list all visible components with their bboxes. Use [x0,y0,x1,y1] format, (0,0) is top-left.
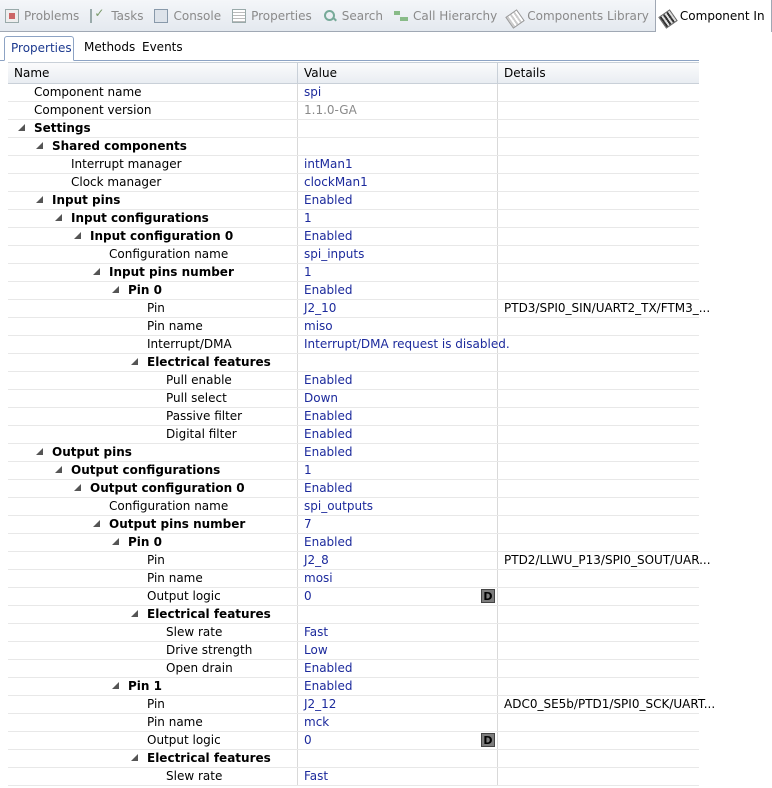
property-details [498,264,699,281]
tab-components-library[interactable]: Components Library [503,0,655,31]
tab-tasks[interactable]: ✓ Tasks [85,0,149,31]
property-name: Pin 0 [128,535,162,549]
table-row[interactable] [8,318,699,336]
property-name: Pin [147,553,165,567]
table-row[interactable] [8,516,699,534]
property-value-text: Down [304,391,339,405]
property-details [498,120,699,137]
property-name: Electrical features [147,355,271,369]
property-value[interactable] [298,102,498,119]
call-hierarchy-icon [394,9,408,23]
property-name: Settings [34,121,91,135]
property-name-cell [8,768,298,785]
property-name-cell [8,732,298,749]
tab-search[interactable]: Search [318,0,389,31]
property-value[interactable] [298,696,498,713]
property-value-text: 1 [304,463,312,477]
property-details [498,174,699,191]
table-row[interactable] [8,642,699,660]
property-details [498,246,699,263]
property-value-text: J2_12 [304,697,337,711]
table-row[interactable] [8,444,699,462]
table-row[interactable] [8,498,699,516]
property-name-cell [8,516,298,533]
property-value[interactable] [298,246,498,263]
property-name: Pin 1 [128,679,162,693]
property-name: Interrupt manager [71,157,182,171]
subtab-properties[interactable]: Properties [4,36,74,61]
property-value-text: spi [304,85,322,99]
property-value[interactable] [298,570,498,587]
property-value[interactable] [298,156,498,173]
table-row[interactable] [8,426,699,444]
property-name: Output logic [147,733,221,747]
property-details [498,156,699,173]
property-value[interactable] [298,372,498,389]
table-row[interactable] [8,660,699,678]
property-value[interactable] [298,480,498,497]
table-header [8,62,699,84]
property-name: Pin name [147,715,203,729]
property-value[interactable] [298,606,498,623]
property-name-cell [8,714,298,731]
property-details [498,588,699,605]
property-name-cell [8,336,298,353]
property-name-cell [8,660,298,677]
components-library-icon [505,9,524,28]
property-value[interactable] [298,408,498,425]
property-name-cell [8,174,298,191]
property-value-text: mck [304,715,330,729]
subtab-events[interactable]: Events [142,40,183,54]
properties-tree [8,84,716,788]
property-details [498,408,699,425]
property-name-cell [8,588,298,605]
property-value[interactable] [298,354,498,371]
property-value-text: Enabled [304,373,353,387]
table-row[interactable] [8,750,699,768]
tab-console[interactable]: Console [149,0,227,31]
property-name: Pin [147,301,165,315]
property-details [498,750,699,767]
property-details [498,624,699,641]
property-name: Component name [34,85,142,99]
table-row[interactable] [8,462,699,480]
table-row[interactable] [8,138,699,156]
property-value[interactable] [298,660,498,677]
property-name: Passive filter [166,409,243,423]
property-name-cell [8,192,298,209]
property-value[interactable] [298,498,498,515]
property-name-cell [8,498,298,515]
property-value[interactable] [298,264,498,281]
expand-toggle-icon[interactable] [93,520,100,527]
property-value-text: Fast [304,769,329,783]
property-value-text: clockMan1 [304,175,368,189]
expand-toggle-icon[interactable] [36,448,43,455]
property-name-cell [8,84,298,101]
table-row[interactable] [8,678,699,696]
property-name: Open drain [166,661,233,675]
property-details [498,498,699,515]
expand-toggle-icon[interactable] [74,484,81,491]
property-value-text: 1.1.0-GA [304,103,357,117]
property-name: Interrupt/DMA [147,337,232,351]
property-name: Output pins [52,445,132,459]
property-name: Pin [147,697,165,711]
property-value-text: Enabled [304,193,353,207]
property-value[interactable] [298,642,498,659]
property-value[interactable] [298,552,498,569]
table-row[interactable] [8,228,699,246]
table-row[interactable] [8,570,699,588]
table-row[interactable] [8,408,699,426]
table-row[interactable] [8,696,716,714]
property-details [498,732,699,749]
expand-toggle-icon[interactable] [93,268,100,275]
property-details [498,534,699,551]
property-name: Input pins [52,193,121,207]
property-value[interactable] [298,444,498,461]
property-value-text: Enabled [304,535,353,549]
column-header-value[interactable]: Value [298,63,498,83]
table-row[interactable] [8,552,711,570]
expand-toggle-icon[interactable] [131,754,138,761]
property-name: Pin name [147,319,203,333]
expand-toggle-icon[interactable] [36,196,43,203]
property-details [498,210,699,227]
property-name: Pin 0 [128,283,162,297]
property-value-text: Enabled [304,481,353,495]
console-icon [154,9,168,23]
expand-toggle-icon[interactable] [112,538,119,545]
property-value-text: 0 [304,733,312,747]
property-details: ADC0_SE5b/PTD1/SPI0_SCK/UART... [504,697,716,711]
default-value-button[interactable]: D [481,733,495,747]
table-row[interactable] [8,372,699,390]
property-value[interactable] [298,192,498,209]
property-name: Electrical features [147,607,271,621]
subtab-methods[interactable]: Methods [84,40,136,54]
property-value-text: Enabled [304,445,353,459]
property-value-text: miso [304,319,333,333]
property-details [498,372,699,389]
property-details: PTD2/LLWU_P13/SPI0_SOUT/UAR... [504,553,711,567]
properties-icon [232,9,246,23]
table-row[interactable] [8,390,699,408]
property-value-text: Enabled [304,661,353,675]
property-name-cell [8,156,298,173]
property-details [498,336,699,353]
property-value-text: Enabled [304,679,353,693]
property-value[interactable] [298,174,498,191]
property-name: Pull select [166,391,227,405]
property-details [498,642,699,659]
table-row[interactable] [8,336,699,354]
property-value-text: spi_outputs [304,499,374,513]
column-header-details[interactable]: Details [504,66,546,80]
property-name: Shared components [52,139,187,153]
table-row[interactable] [8,84,699,102]
property-name: Clock manager [71,175,162,189]
expand-toggle-icon[interactable] [131,610,138,617]
property-name: Pull enable [166,373,232,387]
property-value[interactable] [298,120,498,137]
property-details [498,102,699,119]
property-details [498,444,699,461]
table-row[interactable] [8,102,699,120]
component-inspector-icon [658,9,677,28]
property-details: PTD3/SPI0_SIN/UART2_TX/FTM3_... [504,301,711,315]
property-name-cell [8,552,298,569]
property-name: Output configurations [71,463,221,477]
property-name-cell [8,462,298,479]
property-value[interactable] [298,732,498,749]
table-row[interactable] [8,624,699,642]
property-name: Configuration name [109,499,229,513]
property-name: Drive strength [166,643,253,657]
property-details [498,570,699,587]
property-name-cell [8,120,298,137]
property-value[interactable] [298,426,498,443]
property-name: Pin name [147,571,203,585]
property-details [498,678,699,695]
property-value-text: 7 [304,517,312,531]
property-name: Digital filter [166,427,237,441]
property-name-cell [8,678,298,695]
property-value[interactable] [298,624,498,641]
tab-component-inspector[interactable]: Component In [655,0,772,32]
property-value-text: J2_10 [304,301,337,315]
table-row[interactable] [8,534,699,552]
property-name: Electrical features [147,751,271,765]
property-name-cell [8,534,298,551]
table-row[interactable] [8,210,699,228]
property-name: Output configuration 0 [90,481,245,495]
property-value[interactable] [298,300,498,317]
property-value[interactable] [298,678,498,695]
tab-properties[interactable]: Properties [227,0,318,31]
property-value-text: J2_8 [304,553,329,567]
property-name-cell [8,696,298,713]
property-name: Component version [34,103,152,117]
expand-toggle-icon[interactable] [18,124,25,131]
property-name-cell [8,750,298,767]
property-value-text: Fast [304,625,329,639]
property-name: Input pins number [109,265,234,279]
default-value-button[interactable]: D [481,589,495,603]
table-row[interactable] [8,282,699,300]
tab-problems[interactable]: Problems [0,0,85,31]
property-name-cell [8,102,298,119]
property-value-text: Enabled [304,229,353,243]
property-details [498,606,699,623]
view-tab-bar [0,0,765,32]
expand-toggle-icon[interactable] [55,466,62,473]
property-value-text: Interrupt/DMA request is disabled. [304,337,510,351]
property-value-text: 0 [304,589,312,603]
table-row[interactable] [8,714,699,732]
property-value-text: 1 [304,211,312,225]
property-value-text: mosi [304,571,333,585]
property-value[interactable] [298,750,498,767]
property-value[interactable] [298,210,498,227]
property-details [498,768,699,785]
property-name-cell [8,138,298,155]
property-details [498,390,699,407]
property-name: Output pins number [109,517,246,531]
property-details [498,660,699,677]
table-row[interactable] [8,300,711,318]
property-value[interactable] [298,138,498,155]
property-value[interactable] [298,318,498,335]
property-value-text: spi_inputs [304,247,365,261]
expand-toggle-icon[interactable] [36,142,43,149]
tab-call-hierarchy[interactable]: Call Hierarchy [389,0,503,31]
property-name-cell [8,264,298,281]
property-value-text: Enabled [304,427,353,441]
expand-toggle-icon[interactable] [55,214,62,221]
expand-toggle-icon[interactable] [131,358,138,365]
property-details [498,426,699,443]
property-name-cell [8,246,298,263]
property-name-cell [8,210,298,227]
property-value[interactable] [298,336,510,353]
tasks-icon [90,9,106,23]
property-name: Output logic [147,589,221,603]
property-value[interactable] [298,282,498,299]
property-details [498,462,699,479]
property-details [498,318,699,335]
property-name: Input configurations [71,211,209,225]
table-row[interactable] [8,264,699,282]
expand-toggle-icon[interactable] [112,682,119,689]
table-row[interactable] [8,120,699,138]
property-details [498,516,699,533]
property-details [498,480,699,497]
problems-icon [5,9,19,23]
property-value-text: Low [304,643,328,657]
property-name: Slew rate [166,769,223,783]
property-value[interactable] [298,84,498,101]
property-name-cell [8,642,298,659]
property-name-cell [8,390,298,407]
property-name-cell [8,228,298,245]
table-row[interactable] [8,588,699,606]
property-details [498,192,699,209]
property-details [498,714,699,731]
table-row[interactable] [8,732,699,750]
property-value[interactable] [298,768,498,785]
property-name-cell [8,444,298,461]
property-value[interactable] [298,228,498,245]
property-name-cell [8,372,298,389]
property-value[interactable] [298,714,498,731]
table-row[interactable] [8,192,699,210]
property-name-cell [8,300,298,317]
property-details [498,84,699,101]
property-value-text: intMan1 [304,157,353,171]
property-details [498,354,699,371]
property-value[interactable] [298,390,498,407]
property-value[interactable] [298,534,498,551]
table-row[interactable] [8,174,699,192]
property-name-cell [8,354,298,371]
property-value-text: Enabled [304,409,353,423]
property-details [498,138,699,155]
table-row[interactable] [8,768,699,786]
property-name-cell [8,624,298,641]
property-value[interactable] [298,462,498,479]
table-row[interactable] [8,156,699,174]
property-name-cell [8,318,298,335]
table-row[interactable] [8,606,699,624]
property-name: Input configuration 0 [90,229,234,243]
property-name-cell [8,282,298,299]
column-header-name[interactable]: Name [8,63,298,83]
property-name-cell [8,408,298,425]
property-value[interactable] [298,516,498,533]
search-icon [323,9,337,23]
property-name: Slew rate [166,625,223,639]
table-row[interactable] [8,354,699,372]
property-name-cell [8,570,298,587]
property-value-text: Enabled [304,283,353,297]
expand-toggle-icon[interactable] [74,232,81,239]
property-details [498,282,699,299]
property-value-text: 1 [304,265,312,279]
property-details [498,228,699,245]
table-row[interactable] [8,480,699,498]
inspector-sub-tabs [0,33,699,61]
property-value[interactable] [298,588,498,605]
property-name: Configuration name [109,247,229,261]
table-row[interactable] [8,246,699,264]
property-name-cell [8,426,298,443]
property-name-cell [8,606,298,623]
property-name-cell [8,480,298,497]
expand-toggle-icon[interactable] [112,286,119,293]
